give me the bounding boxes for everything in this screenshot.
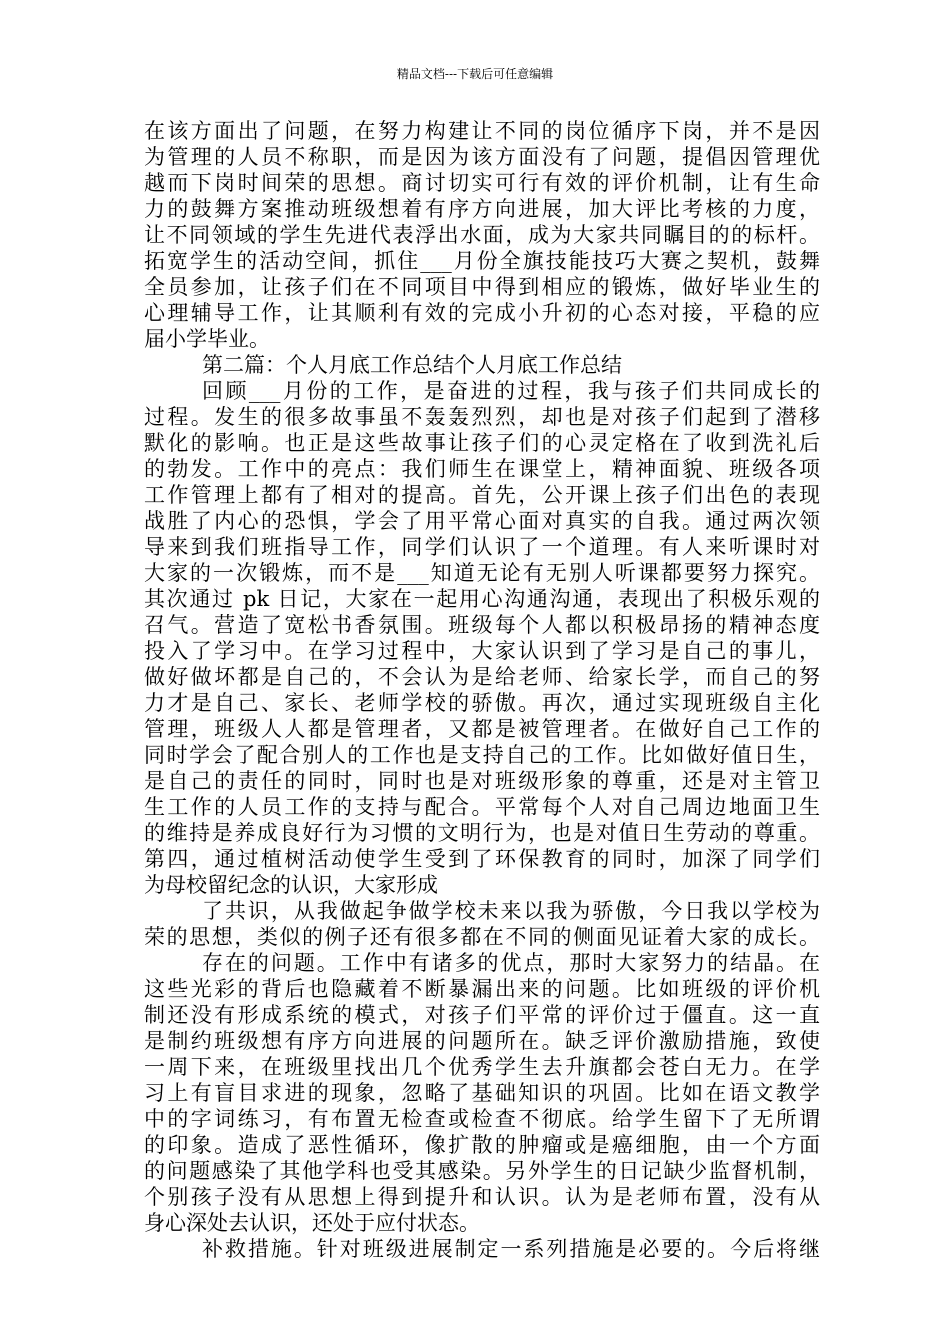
text-line: 同时学会了配合别人的工作也是支持自己的工作。比如做好值日生， [144,743,820,767]
text-line: 是制约班级想有序方向进展的问题所在。缺乏评价激励措施，致使 [144,1029,820,1053]
text-line: 生工作的人员工作的支持与配合。平常每个人对自己周边地面卫生 [144,795,820,819]
text-line: 存在的问题。工作中有诸多的优点，那时大家努力的结晶。在 [202,951,820,975]
text-line: 拓宽学生的活动空间，抓住___月份全旗技能技巧大赛之契机，鼓舞 [144,249,820,273]
text-line: 制还没有形成系统的模式，对孩子们平常的评价过于僵直。这一直 [144,1003,820,1027]
text-line: 工作管理上都有了相对的提高。首先，公开课上孩子们出色的表现 [144,483,820,507]
text-line: 届小学毕业。 [144,327,270,351]
page-header: 精品文档---下载后可任意编辑 [396,67,554,81]
text-line: 了共识，从我做起争做学校未来以我为骄傲，今日我以学校为 [202,899,820,923]
text-line: 力的鼓舞方案推动班级想着有序方向进展，加大评比考核的力度， [144,197,820,221]
text-line: 的维持是养成良好行为习惯的文明行为，也是对值日生劳动的尊重。 [144,821,820,845]
text-line: 召气。营造了宽松书香氛围。班级每个人都以积极昂扬的精神态度 [144,613,820,637]
text-line: 力才是自己、家长、老师学校的骄傲。再次，通过实现班级自主化 [144,691,820,715]
text-line: 为管理的人员不称职，而是因为该方面没有了问题，提倡因管理优 [144,145,820,169]
text-line: 回顾___月份的工作，是奋进的过程，我与孩子们共同成长的 [202,379,820,403]
text-line: 的印象。造成了恶性循环，像扩散的肿瘤或是癌细胞，由一个方面 [144,1133,820,1157]
text-line: 中的字词练习，有布置无检查或检查不彻底。给学生留下了无所谓 [144,1107,820,1131]
text-line: 的勃发。工作中的亮点：我们师生在课堂上，精神面貌、班级各项 [144,457,820,481]
text-line: 第二篇：个人月底工作总结个人月底工作总结 [202,353,622,377]
text-line: 管理，班级人人都是管理者，又都是被管理者。在做好自己工作的 [144,717,820,741]
text-line: 投入了学习中。在学习过程中，大家认识到了学习是自己的事儿， [144,639,820,663]
text-line: 补救措施。针对班级进展制定一系列措施是必要的。今后将继 [202,1237,820,1261]
text-line: 大家的一次锻炼，而不是___知道无论有无别人听课都要努力探究。 [144,561,820,585]
text-line: 做好做坏都是自己的，不会认为是给老师、给家长学，而自己的努 [144,665,820,689]
text-line: 战胜了内心的恐惧，学会了用平常心面对真实的自我。通过两次领 [144,509,820,533]
text-line: 全员参加，让孩子们在不同项目中得到相应的锻炼，做好毕业生的 [144,275,820,299]
text-line: 导来到我们班指导工作，同学们认识了一个道理。有人来听课时对 [144,535,820,559]
text-line: 第四，通过植树活动使学生受到了环保教育的同时，加深了同学们 [144,847,820,871]
document-body [144,118,820,1262]
text-line: 习上有盲目求进的现象，忽略了基础知识的巩固。比如在语文教学 [144,1081,820,1105]
text-line: 让不同领域的学生先进代表浮出水面，成为大家共同瞩目的的标杆。 [144,223,820,247]
text-line: 这些光彩的背后也隐藏着不断暴漏出来的问题。比如班级的评价机 [144,977,820,1001]
text-line: 是自己的责任的同时，同时也是对班级形象的尊重，还是对主管卫 [144,769,820,793]
text-line: 默化的影响。也正是这些故事让孩子们的心灵定格在了收到洗礼后 [144,431,820,455]
text-line: 身心深处去认识，还处于应付状态。 [144,1211,480,1235]
text-line: 荣的思想，类似的例子还有很多都在不同的侧面见证着大家的成长。 [144,925,820,949]
text-line: 其次通过 pk 日记，大家在一起用心沟通沟通，表现出了积极乐观的 [144,587,820,611]
text-line: 的问题感染了其他学科也受其感染。另外学生的日记缺少监督机制， [144,1159,820,1183]
text-line: 越而下岗时间荣的思想。商讨切实可行有效的评价机制，让有生命 [144,171,820,195]
text-line: 一周下来，在班级里找出几个优秀学生去升旗都会苍白无力。在学 [144,1055,820,1079]
text-line: 为母校留纪念的认识，大家形成 [144,873,438,897]
text-line: 在该方面出了问题，在努力构建让不同的岗位循序下岗，并不是因 [144,119,820,143]
text-line: 心理辅导工作，让其顺利有效的完成小升初的心态对接，平稳的应 [144,301,820,325]
text-line: 个别孩子没有从思想上得到提升和认识。认为是老师布置，没有从 [144,1185,820,1209]
text-line: 过程。发生的很多故事虽不轰轰烈烈，却也是对孩子们起到了潜移 [144,405,820,429]
